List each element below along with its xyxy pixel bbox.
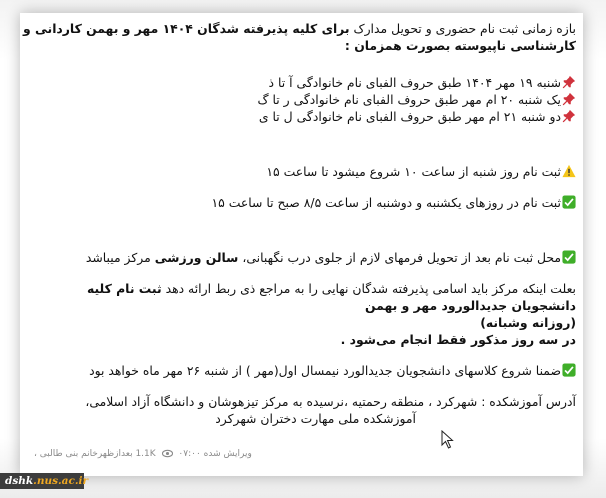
warning-icon	[562, 164, 576, 178]
reason-text: بعلت اینکه مرکز باید اسامی پذیرفته شدگان نهایی را به مراجع ذی ربط ارائه دهد	[161, 281, 576, 296]
mouse-cursor-icon	[441, 430, 455, 450]
pushpin-icon	[562, 75, 576, 89]
schedule-text: دو شنبه ۲۱ ام مهر طبق حروف الفبای نام خانوادگی ل تا ی	[258, 109, 561, 124]
note-text: ثبت نام در روزهای یکشنبه و دوشنبه از ساعت ۸/۵ صبح تا ساعت ۱۵	[211, 195, 561, 210]
edited-label: ویرایش شده	[203, 449, 252, 459]
address-line-2: آموزشکده ملی مهارت دختران شهرکرد	[215, 411, 416, 426]
intro-line-2: کارشناسی ناپیوسته بصورت همزمان :	[344, 38, 576, 53]
intro-regular-text: بازه زمانی ثبت نام حضوری و تحویل مدارک	[349, 21, 576, 36]
view-count: 1.1K	[135, 449, 156, 459]
eye-icon	[162, 449, 173, 458]
schedule-text: شنبه ۱۹ مهر ۱۴۰۴ طبق حروف الفبای نام خانوادگی آ تا ذ	[268, 75, 561, 90]
reason-bold: ثبت نام کلیه	[86, 281, 162, 296]
location-note	[28, 249, 576, 266]
pushpin-icon	[562, 109, 576, 123]
watermark-part2: .nus.ac.ir	[33, 475, 89, 487]
saturday-hours-note	[28, 163, 576, 180]
watermark-part1: dshk	[5, 475, 34, 487]
pushpin-icon	[562, 92, 576, 106]
post-meta	[34, 449, 252, 459]
reason-line-3: (روزانه وشبانه)	[480, 315, 576, 330]
check-mark-icon	[562, 195, 576, 209]
location-bold: سالن ورزشی	[154, 250, 239, 265]
schedule-text: یک شنبه ۲۰ ام مهر طبق حروف الفبای نام خانوادگی ر تا گ	[257, 92, 561, 107]
intro-bold-text: برای کلیه پذیرفته شدگان ۱۴۰۴ مهر و بهمن کاردانی و	[22, 21, 350, 36]
time-author: ۰۷:۰۰ بعدازظهرخانم بنی طالبی ،	[34, 449, 201, 459]
check-mark-icon	[562, 250, 576, 264]
note-text: ثبت نام روز شنبه از ساعت ۱۰ شروع میشود تا ساعت ۱۵	[266, 164, 561, 179]
classes-start-note	[28, 362, 576, 379]
address-line-1: آدرس آموزشکده : شهرکرد ، منطقه رحمتیه ،نرسیده به مرکز تیزهوشان و دانشگاه آزاد اسلامی،	[85, 394, 576, 409]
schedule-item-monday	[28, 108, 576, 125]
site-watermark	[0, 473, 89, 489]
check-mark-icon	[562, 363, 576, 377]
reason-line-4: در سه روز مذکور فقط انجام می‌شود .	[340, 332, 576, 347]
intro-line-1	[22, 20, 576, 37]
note-text: مرکز میباشد	[85, 250, 155, 265]
note-text: ضمنا شروع کلاسهای دانشجویان جدیدالورد نیمسال اول(مهر ) از شنبه ۲۶ مهر ماه خواهد بود	[89, 363, 561, 378]
note-text: محل ثبت نام بعد از تحویل فرمهای لازم از جلوی درب نگهبانی،	[238, 250, 561, 265]
schedule-item-saturday	[28, 74, 576, 91]
schedule-item-sunday	[28, 91, 576, 108]
post-card	[20, 13, 583, 476]
reason-line-1	[28, 280, 576, 297]
sun-mon-hours-note	[28, 194, 576, 211]
reason-line-2: دانشجویان جدیدالورود مهر و بهمن	[364, 298, 576, 313]
